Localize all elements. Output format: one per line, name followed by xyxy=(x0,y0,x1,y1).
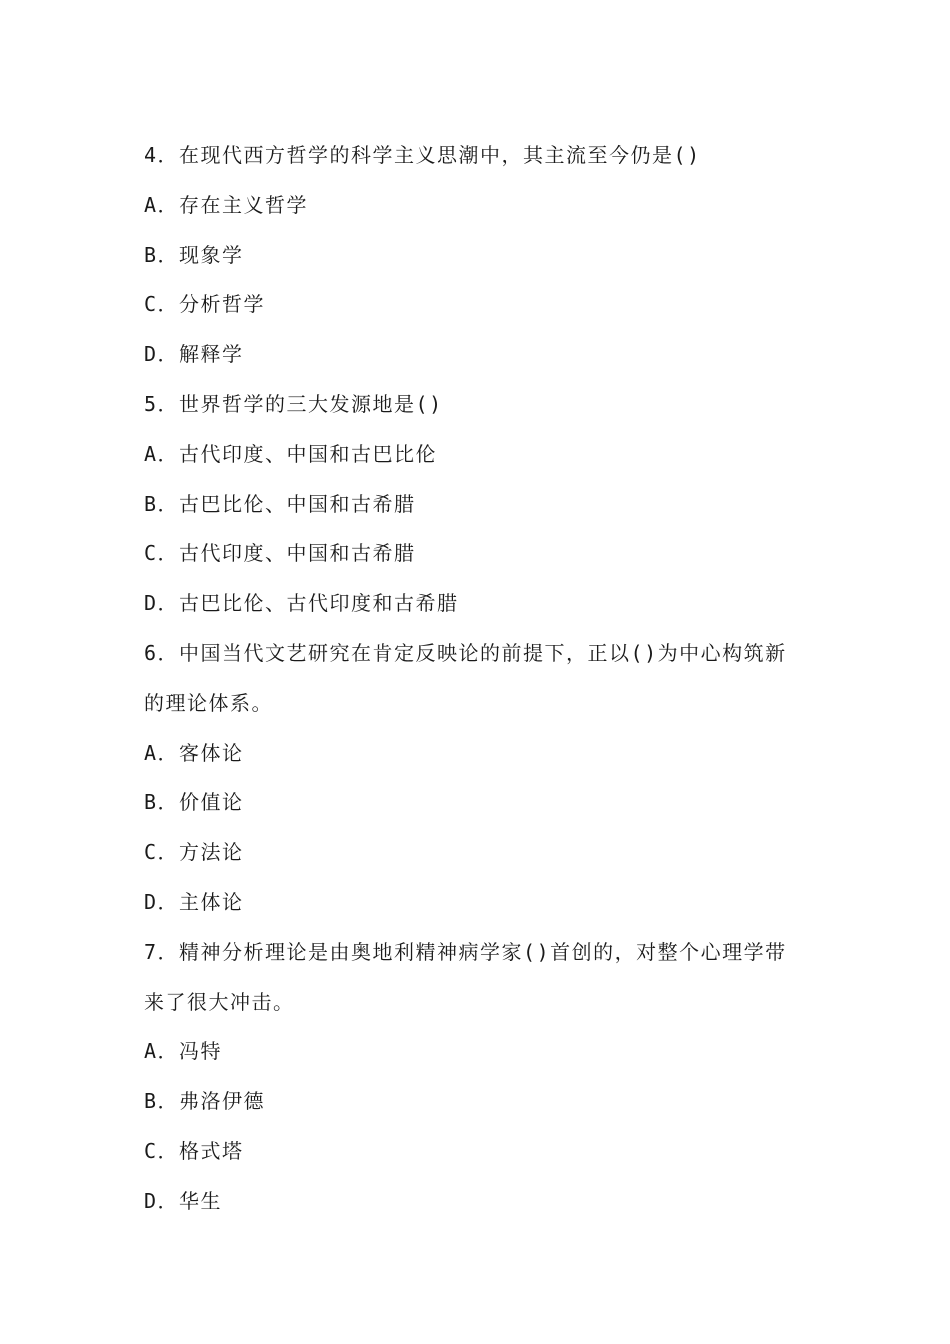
question-5-option-b: B．古巴比伦、中国和古希腊 xyxy=(144,491,416,516)
question-4-stem: 4．在现代西方哲学的科学主义思潮中，其主流至今仍是() xyxy=(144,143,701,167)
question-7-option-a: A．冯特 xyxy=(144,1039,223,1064)
question-4-option-c: C．分析哲学 xyxy=(144,292,266,317)
question-6-option-a: A．客体论 xyxy=(144,740,244,765)
question-7 xyxy=(144,928,814,1227)
question-6-option-b: B．价值论 xyxy=(144,790,244,815)
question-7-option-b: B．弗洛伊德 xyxy=(144,1089,266,1114)
question-6 xyxy=(144,629,814,928)
question-4-option-d: D．解释学 xyxy=(144,342,244,367)
question-5-stem: 5．世界哲学的三大发源地是() xyxy=(144,391,443,416)
question-6-option-d: D．主体论 xyxy=(144,889,244,914)
question-5-option-d: D．古巴比伦、古代印度和古希腊 xyxy=(144,591,459,616)
question-5-option-a: A．古代印度、中国和古巴比伦 xyxy=(144,441,438,466)
question-6-stem-line-1: 6．中国当代文艺研究在肯定反映论的前提下，正以()为中心构筑新 xyxy=(144,640,787,665)
question-7-option-d: D．华生 xyxy=(144,1188,223,1213)
question-5-option-c: C．古代印度、中国和古希腊 xyxy=(144,541,416,566)
document-page xyxy=(144,131,814,1227)
question-7-stem-line-2: 来了很大冲击。 xyxy=(144,989,295,1014)
question-4 xyxy=(144,131,814,380)
question-6-option-c: C．方法论 xyxy=(144,840,244,865)
question-5 xyxy=(144,380,814,629)
question-7-option-c: C．格式塔 xyxy=(144,1138,244,1163)
question-4-option-b: B．现象学 xyxy=(144,242,244,267)
question-6-stem-line-2: 的理论体系。 xyxy=(144,690,273,715)
question-4-option-a: A．存在主义哲学 xyxy=(144,192,309,217)
question-7-stem-line-1: 7．精神分析理论是由奥地利精神病学家()首创的，对整个心理学带 xyxy=(144,939,787,964)
